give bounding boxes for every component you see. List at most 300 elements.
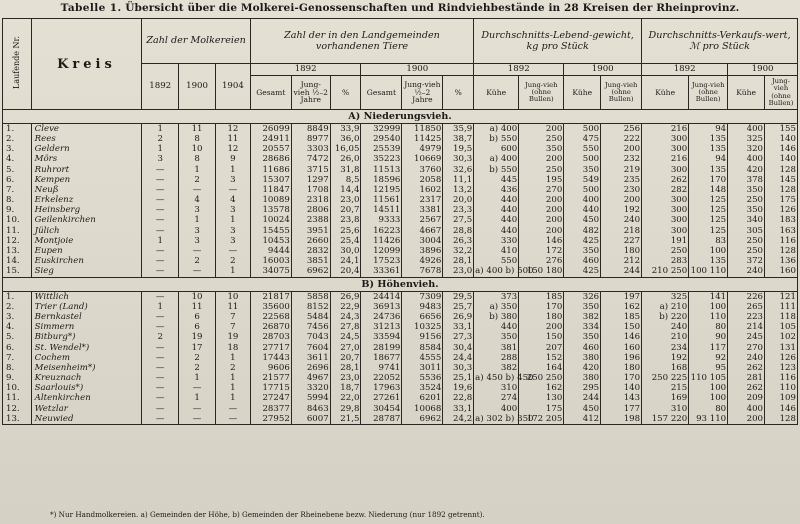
cell-g92: 24911: [250, 134, 291, 144]
cell-p92: 33,9: [330, 124, 361, 135]
cell-j92: 8152: [291, 302, 330, 312]
cell-g00: 9741: [361, 363, 402, 373]
cell-wj92: 125: [689, 216, 728, 226]
cell-nr: 6.: [3, 343, 32, 353]
cell-m92: 1: [142, 236, 179, 246]
cell-p92: 20,7: [330, 206, 361, 216]
cell-m00: 3: [179, 236, 216, 246]
table-row: [3, 185, 798, 195]
cell-wj92: 80: [689, 322, 728, 332]
cell-j00: 4667: [402, 226, 443, 236]
cell-j92: 4967: [291, 373, 330, 383]
cell-lk00: 380: [564, 353, 601, 363]
table-row: [3, 226, 798, 236]
cell-g00: 9333: [361, 216, 402, 226]
cell-g92: 11847: [250, 185, 291, 195]
cell-lk92: 550: [474, 256, 519, 266]
cell-m00: 19: [179, 333, 216, 343]
cell-lj00: 198: [601, 414, 642, 425]
cell-lj92: 200: [519, 206, 564, 216]
section-title: A) Niederungsvieh.: [3, 110, 798, 124]
cell-wj00: 183: [765, 216, 798, 226]
cell-p92: 30,0: [330, 246, 361, 256]
cell-lj92: 170: [519, 302, 564, 312]
cell-wk92: 282: [642, 185, 689, 195]
cell-g92: 10453: [250, 236, 291, 246]
cell-nr: 12.: [3, 236, 32, 246]
table-row: [3, 216, 798, 226]
cell-kreis: St. Wendel*): [31, 343, 142, 353]
cell-wj92: 141: [689, 291, 728, 302]
cell-wj00: 111: [765, 302, 798, 312]
cell-m04: —: [216, 414, 251, 425]
cell-wj92: 94: [689, 124, 728, 135]
cell-wk92: 310: [642, 404, 689, 414]
cell-wj92: 93 110: [689, 414, 728, 425]
cell-lk92: 436: [474, 185, 519, 195]
data-table: [2, 18, 798, 425]
cell-j00: 6962: [402, 414, 443, 425]
table-row: [3, 236, 798, 246]
cell-lk92: 350: [474, 333, 519, 343]
cell-g92: 34075: [250, 267, 291, 278]
cell-wk00: 400: [728, 124, 765, 135]
cell-lj92: 250: [519, 134, 564, 144]
cell-m92: —: [142, 267, 179, 278]
cell-lk00: 420: [564, 363, 601, 373]
cell-wk92: 191: [642, 236, 689, 246]
cell-wj00: 155: [765, 124, 798, 135]
table-row: [3, 343, 798, 353]
cell-m00: —: [179, 185, 216, 195]
cell-g92: 15307: [250, 175, 291, 185]
cell-lk92: 410: [474, 246, 519, 256]
cell-p92: 24,3: [330, 312, 361, 322]
cell-wj00: 116: [765, 236, 798, 246]
cell-lj00: 197: [601, 291, 642, 302]
table-title-lead: Tabelle 1.: [60, 2, 122, 14]
cell-g00: 17523: [361, 256, 402, 266]
cell-p00: 24,2: [443, 414, 474, 425]
cell-m04: 1: [216, 394, 251, 404]
header-gesamt-1892: Gesamt: [250, 76, 291, 110]
cell-wk00: 240: [728, 267, 765, 278]
cell-nr: 4.: [3, 155, 32, 165]
table-row: [3, 256, 798, 266]
cell-lk92: 600: [474, 144, 519, 154]
cell-kreis: Heinsberg: [31, 206, 142, 216]
cell-lj00: 196: [601, 353, 642, 363]
cell-wk00: 214: [728, 322, 765, 332]
cell-lj92: 200: [519, 322, 564, 332]
cell-wk92: 300: [642, 195, 689, 205]
cell-lj00: 212: [601, 256, 642, 266]
cell-m00: 1: [179, 165, 216, 175]
cell-lj00: 200: [601, 144, 642, 154]
cell-kreis: Kreuznach: [31, 373, 142, 383]
header-gesamt-1900: Gesamt: [361, 76, 402, 110]
cell-m92: —: [142, 291, 179, 302]
cell-wj00: 145: [765, 175, 798, 185]
cell-m00: 6: [179, 312, 216, 322]
cell-p92: 23,8: [330, 216, 361, 226]
table-row: [3, 155, 798, 165]
cell-m92: —: [142, 353, 179, 363]
cell-j00: 3896: [402, 246, 443, 256]
cell-g92: 17443: [250, 353, 291, 363]
cell-p00: 20,0: [443, 195, 474, 205]
cell-m00: 2: [179, 363, 216, 373]
cell-lj00: 143: [601, 394, 642, 404]
cell-m92: —: [142, 322, 179, 332]
cell-nr: 13.: [3, 246, 32, 256]
cell-m04: 2: [216, 256, 251, 266]
cell-lk00: 382: [564, 312, 601, 322]
cell-kreis: Cochem: [31, 353, 142, 363]
cell-m92: —: [142, 175, 179, 185]
cell-p92: 36,0: [330, 134, 361, 144]
header-kuehe-lg00: Kühe: [564, 76, 601, 110]
cell-lj00: 160: [601, 343, 642, 353]
cell-j00: 11425: [402, 134, 443, 144]
cell-j00: 7309: [402, 291, 443, 302]
cell-wj00: 109: [765, 394, 798, 404]
cell-kreis: Altenkirchen: [31, 394, 142, 404]
cell-lj92: 185: [519, 291, 564, 302]
cell-g92: 27247: [250, 394, 291, 404]
cell-nr: 9.: [3, 206, 32, 216]
cell-g00: 22052: [361, 373, 402, 383]
cell-j00: 11850: [402, 124, 443, 135]
header-pct-1900: %: [443, 76, 474, 110]
cell-lk92: a) 350: [474, 302, 519, 312]
cell-m92: —: [142, 384, 179, 394]
cell-nr: 8.: [3, 195, 32, 205]
cell-p92: 26,0: [330, 155, 361, 165]
cell-lj92: 276: [519, 256, 564, 266]
cell-wj00: 110: [765, 384, 798, 394]
table-row: [3, 312, 798, 322]
cell-lj00: 180: [601, 246, 642, 256]
table-row: [3, 333, 798, 343]
cell-m92: —: [142, 343, 179, 353]
cell-g00: 24414: [361, 291, 402, 302]
section-header: [3, 277, 798, 291]
cell-lk92: 445: [474, 175, 519, 185]
cell-nr: 4.: [3, 322, 32, 332]
cell-j00: 6201: [402, 394, 443, 404]
cell-lk00: 440: [564, 206, 601, 216]
cell-wk92: 215: [642, 384, 689, 394]
cell-g00: 11426: [361, 236, 402, 246]
cell-j92: 3951: [291, 226, 330, 236]
cell-wk92: 234: [642, 343, 689, 353]
cell-m92: —: [142, 394, 179, 404]
cell-j00: 4926: [402, 256, 443, 266]
cell-wj92: 148: [689, 185, 728, 195]
header-kuehe-w00: Kühe: [728, 76, 765, 110]
cell-j00: 1602: [402, 185, 443, 195]
cell-g92: 15455: [250, 226, 291, 236]
cell-nr: 7.: [3, 185, 32, 195]
cell-g00: 17963: [361, 384, 402, 394]
cell-wk00: 281: [728, 373, 765, 383]
cell-wk92: 240: [642, 322, 689, 332]
cell-m04: 3: [216, 175, 251, 185]
cell-lj92: 130: [519, 394, 564, 404]
cell-p92: 25,4: [330, 236, 361, 246]
cell-m00: 8: [179, 155, 216, 165]
cell-wk92: 157 220: [642, 414, 689, 425]
cell-nr: 14.: [3, 256, 32, 266]
cell-m92: —: [142, 363, 179, 373]
header-gewicht-1900: 1900: [564, 64, 642, 76]
cell-j00: 3004: [402, 236, 443, 246]
cell-j92: 3715: [291, 165, 330, 175]
cell-nr: 10.: [3, 384, 32, 394]
table-row: [3, 144, 798, 154]
cell-m04: 11: [216, 134, 251, 144]
cell-g00: 33594: [361, 333, 402, 343]
cell-wk00: 250: [728, 246, 765, 256]
cell-g92: 9444: [250, 246, 291, 256]
cell-j92: 2806: [291, 206, 330, 216]
cell-kreis: Ruhrort: [31, 165, 142, 175]
table-row: [3, 165, 798, 175]
footnote: *) Nur Handmolkereien. a) Gemeinden der Höhe, b) Gemeinden der Rheinebene bezw. Niederung (nur 1892 getrennt).: [50, 510, 485, 519]
cell-m00: 11: [179, 302, 216, 312]
cell-j92: 1708: [291, 185, 330, 195]
cell-nr: 2.: [3, 134, 32, 144]
cell-wj00: 123: [765, 363, 798, 373]
cell-g92: 11686: [250, 165, 291, 175]
cell-j00: 9156: [402, 333, 443, 343]
cell-lj92: 146: [519, 236, 564, 246]
cell-lj92: 250 250: [519, 373, 564, 383]
cell-lj92: 270: [519, 185, 564, 195]
cell-kreis: Erkelenz: [31, 195, 142, 205]
cell-kreis: Neuß: [31, 185, 142, 195]
cell-nr: 11.: [3, 226, 32, 236]
cell-m00: 10: [179, 291, 216, 302]
cell-wk00: 340: [728, 216, 765, 226]
cell-lk92: b) 380: [474, 312, 519, 322]
cell-p92: 24,5: [330, 333, 361, 343]
cell-p92: 29,8: [330, 404, 361, 414]
header-jungvieh-1900: Jung-vieh ½–2 Jahre: [402, 76, 443, 110]
cell-g00: 29540: [361, 134, 402, 144]
cell-wk00: 400: [728, 404, 765, 414]
cell-lk92: 330: [474, 236, 519, 246]
cell-lk00: 350: [564, 302, 601, 312]
cell-m04: 18: [216, 343, 251, 353]
cell-kreis: Simmern: [31, 322, 142, 332]
cell-lj00: 256: [601, 124, 642, 135]
cell-g00: 27261: [361, 394, 402, 404]
cell-p00: 35,9: [443, 124, 474, 135]
cell-g00: 30454: [361, 404, 402, 414]
cell-g00: 11561: [361, 195, 402, 205]
cell-p00: 30,4: [443, 343, 474, 353]
table-row: [3, 195, 798, 205]
cell-nr: 1.: [3, 291, 32, 302]
cell-p00: 32,2: [443, 246, 474, 256]
cell-wk00: 200: [728, 414, 765, 425]
cell-nr: 6.: [3, 175, 32, 185]
cell-wj00: 136: [765, 256, 798, 266]
cell-g00: 32999: [361, 124, 402, 135]
cell-wk92: 300: [642, 216, 689, 226]
cell-p92: 25,6: [330, 226, 361, 236]
cell-wj92: 125: [689, 226, 728, 236]
cell-lk00: 326: [564, 291, 601, 302]
cell-lk00: 350: [564, 246, 601, 256]
cell-lj00: 162: [601, 302, 642, 312]
cell-wj00: 140: [765, 155, 798, 165]
cell-p00: 23,3: [443, 206, 474, 216]
cell-kreis: Eupen: [31, 246, 142, 256]
cell-p92: 20,4: [330, 267, 361, 278]
cell-g92: 28703: [250, 333, 291, 343]
cell-g00: 12099: [361, 246, 402, 256]
header-kuehe-w92: Kühe: [642, 76, 689, 110]
cell-m92: —: [142, 414, 179, 425]
cell-m00: —: [179, 414, 216, 425]
cell-lk00: 460: [564, 256, 601, 266]
cell-lj00: 230: [601, 185, 642, 195]
cell-p92: 27,8: [330, 322, 361, 332]
cell-g00: 14511: [361, 206, 402, 216]
cell-lj92: 195: [519, 175, 564, 185]
cell-wj92: 110: [689, 312, 728, 322]
cell-lk92: 373: [474, 291, 519, 302]
cell-g00: 18677: [361, 353, 402, 363]
cell-wk92: 250 225: [642, 373, 689, 383]
cell-wk92: 283: [642, 256, 689, 266]
cell-lj00: 219: [601, 165, 642, 175]
cell-wj00: 175: [765, 195, 798, 205]
cell-lk92: 310: [474, 384, 519, 394]
cell-kreis: Bitburg*): [31, 333, 142, 343]
cell-lj00: 244: [601, 267, 642, 278]
cell-m92: 1: [142, 144, 179, 154]
cell-nr: 8.: [3, 363, 32, 373]
cell-wj00: 160: [765, 267, 798, 278]
cell-kreis: Mörs: [31, 155, 142, 165]
cell-p00: 19,6: [443, 384, 474, 394]
cell-m92: 1: [142, 124, 179, 135]
cell-lj92: 150 180: [519, 267, 564, 278]
cell-lj00: 232: [601, 155, 642, 165]
cell-wj92: 100: [689, 384, 728, 394]
cell-kreis: Euskirchen: [31, 256, 142, 266]
cell-nr: 9.: [3, 373, 32, 383]
cell-lk92: 382: [474, 363, 519, 373]
cell-m92: 2: [142, 333, 179, 343]
cell-m04: 1: [216, 267, 251, 278]
cell-j92: 3320: [291, 384, 330, 394]
table-body: [3, 110, 798, 425]
table-title: [0, 2, 800, 14]
cell-j92: 8977: [291, 134, 330, 144]
cell-nr: 7.: [3, 353, 32, 363]
cell-lk92: a) 400: [474, 155, 519, 165]
cell-g92: 17715: [250, 384, 291, 394]
cell-lk00: 460: [564, 343, 601, 353]
cell-g92: 35600: [250, 302, 291, 312]
cell-wk00: 378: [728, 175, 765, 185]
cell-m00: 4: [179, 195, 216, 205]
cell-m04: 3: [216, 236, 251, 246]
cell-m92: —: [142, 195, 179, 205]
cell-wj92: 117: [689, 343, 728, 353]
header-pct-1892: %: [330, 76, 361, 110]
cell-lk00: 244: [564, 394, 601, 404]
cell-wk00: 320: [728, 144, 765, 154]
cell-j92: 8463: [291, 404, 330, 414]
cell-g00: 31213: [361, 322, 402, 332]
table-row: [3, 302, 798, 312]
cell-nr: 11.: [3, 394, 32, 404]
cell-j00: 5536: [402, 373, 443, 383]
cell-kreis: Trier (Land): [31, 302, 142, 312]
cell-m04: —: [216, 185, 251, 195]
cell-p00: 27,5: [443, 216, 474, 226]
cell-lj92: 250: [519, 165, 564, 175]
cell-j00: 2317: [402, 195, 443, 205]
cell-lk92: 440: [474, 216, 519, 226]
cell-lj92: 164: [519, 363, 564, 373]
cell-m00: 3: [179, 206, 216, 216]
cell-j92: 2832: [291, 246, 330, 256]
cell-p00: 30,3: [443, 363, 474, 373]
cell-p92: 20,7: [330, 353, 361, 363]
cell-lk92: 440: [474, 322, 519, 332]
cell-kreis: Geldern: [31, 144, 142, 154]
cell-wk92: 216: [642, 155, 689, 165]
cell-g92: 28377: [250, 404, 291, 414]
cell-j92: 3303: [291, 144, 330, 154]
cell-wj00: 128: [765, 185, 798, 195]
cell-p92: 31,8: [330, 165, 361, 175]
cell-m04: 10: [216, 291, 251, 302]
cell-m92: —: [142, 373, 179, 383]
cell-lj92: 200: [519, 195, 564, 205]
cell-wj92: 95: [689, 363, 728, 373]
table-row: [3, 175, 798, 185]
cell-wk92: 169: [642, 394, 689, 404]
cell-wj00: 140: [765, 134, 798, 144]
cell-p00: 25,7: [443, 302, 474, 312]
table-row: [3, 353, 798, 363]
cell-m04: —: [216, 246, 251, 256]
cell-wk00: 226: [728, 291, 765, 302]
cell-p00: 11,1: [443, 175, 474, 185]
cell-wk92: 210 250: [642, 267, 689, 278]
cell-m04: 1: [216, 373, 251, 383]
cell-m04: 12: [216, 144, 251, 154]
table-row: [3, 394, 798, 404]
cell-m92: —: [142, 206, 179, 216]
cell-g00: 35223: [361, 155, 402, 165]
cell-lk00: 482: [564, 226, 601, 236]
table-row: [3, 206, 798, 216]
cell-m00: 2: [179, 175, 216, 185]
cell-lk92: a) 400: [474, 124, 519, 135]
cell-p92: 28,1: [330, 363, 361, 373]
cell-wk00: 420: [728, 165, 765, 175]
cell-lk00: 350: [564, 333, 601, 343]
